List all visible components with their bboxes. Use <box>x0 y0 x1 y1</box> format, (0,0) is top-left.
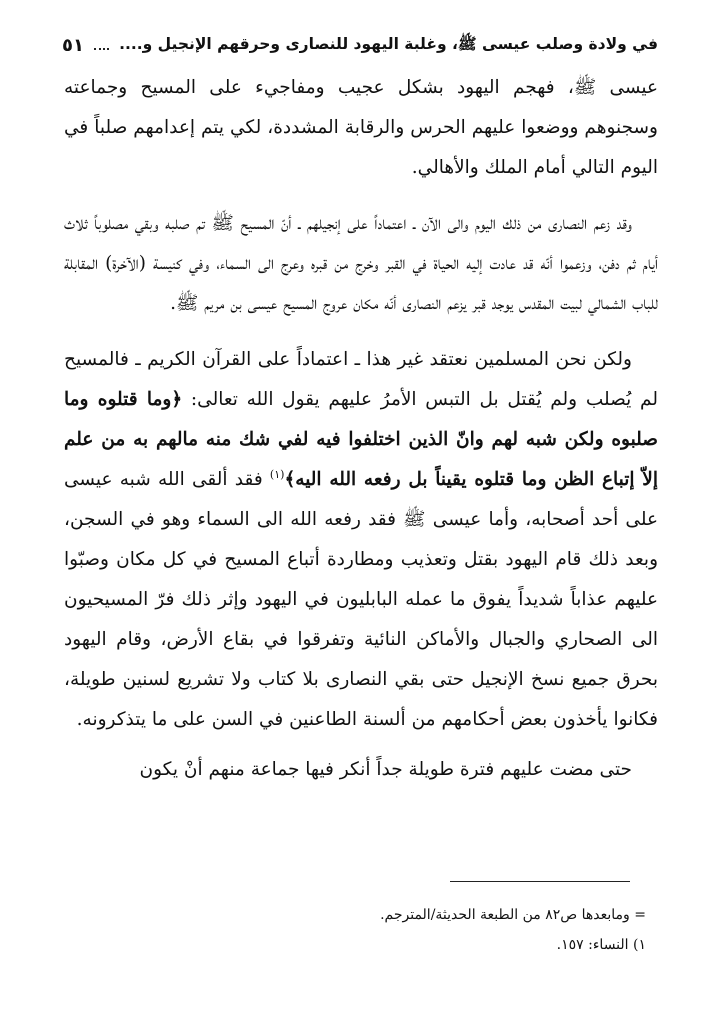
paragraph-2: وقد زعم النصارى من ذلك اليوم والى الآن ـ اعتماداً على إنجيلهم ـ أنّ المسيح ﷺ تم صلبه وبقي مصلوباً ثلاث أيام ثم دفن، وزعموا أنّه قد عادت إليه الحياة في القبر وخرج من قبره وعرج الى السماء، وفي كنيسة (الآخرة) المقابلة للباب الشمالي لبيت المقدس يوجد قبر يزعم النصارى أنّه مكان عروج المسيح عيسى بن مريم ﷺ. <box>64 213 658 314</box>
footnote-1: ١) النساء: ١٥٧. <box>556 937 646 953</box>
dotted-leader <box>94 48 109 50</box>
paragraph-3-rest: فقد ألقى الله شبه عيسى على أحد أصحابه، وأما عيسى ﷺ فقد رفعه الله الى السماء وهو في السجن، وبعد ذلك قام اليهود بقتل وتعذيب ومطاردة أتباع المسيح في كل مكان وصبّوا عليهم عذاباً شديداً يفوق ما عمله البابليون في اليهود وإثر ذلك فرّ المسيحيون الى الصحاري والجبال والأماكن النائية وتفرقوا في بقاع الأرض، وقام اليهود بحرق جميع نسخ الإنجيل حتى بقي النصارى بلا كتاب ولا تشريع لسنين طويلة، فكانوا يأخذون بعض أحكامهم من ألسنة الطاعنين في السن على ما يتذكرونه. <box>64 469 658 730</box>
paragraph-3 <box>64 340 658 740</box>
running-head-title: في ولادة وصلب عيسى ﷺ، وغلبة اليهود للنصارى وحرقهم الإنجيل و.... <box>119 34 658 53</box>
footnotes <box>280 900 646 960</box>
paragraph-3-intro: ولكن نحن المسلمين نعتقد غير هذا ـ اعتماداً على القرآن الكريم ـ فالمسيح لم يُصلب ولم يُقتل بل التبس الأمرُ عليهم يقول الله تعالى: <box>64 349 659 410</box>
page-number: ٥١ <box>62 34 84 56</box>
paragraph-4: حتى مضت عليهم فترة طويلة جداً أنكر فيها جماعة منهم أنْ يكون <box>139 759 632 780</box>
running-head <box>62 30 658 60</box>
footnote-divider <box>450 881 630 882</box>
paragraph-1: عيسى ﷺ، فهجم اليهود بشكل عجيب ومفاجيء على المسيح وجماعته وسجنوهم ووضعوا عليهم الحرس والرقابة المشددة، لكي يتم إعدامهم صلباً في اليوم التالي أمام الملك والأهالي. <box>64 77 658 178</box>
body-text <box>64 68 658 806</box>
footnote-marker: (١) <box>269 467 285 481</box>
quran-quote: ﴿وما قتلوه وما صلبوه ولكن شبه لهم وانّ الذين اختلفوا فيه لفي شك منه مالهم به من علم إلاّ إتباع الظن وما قتلوه يقيناً بل رفعه الله اليه﴾ <box>64 389 658 490</box>
footnote-continuation: = ومابعدها ص٨٢ من الطبعة الحديثة/المترجم. <box>380 907 646 923</box>
